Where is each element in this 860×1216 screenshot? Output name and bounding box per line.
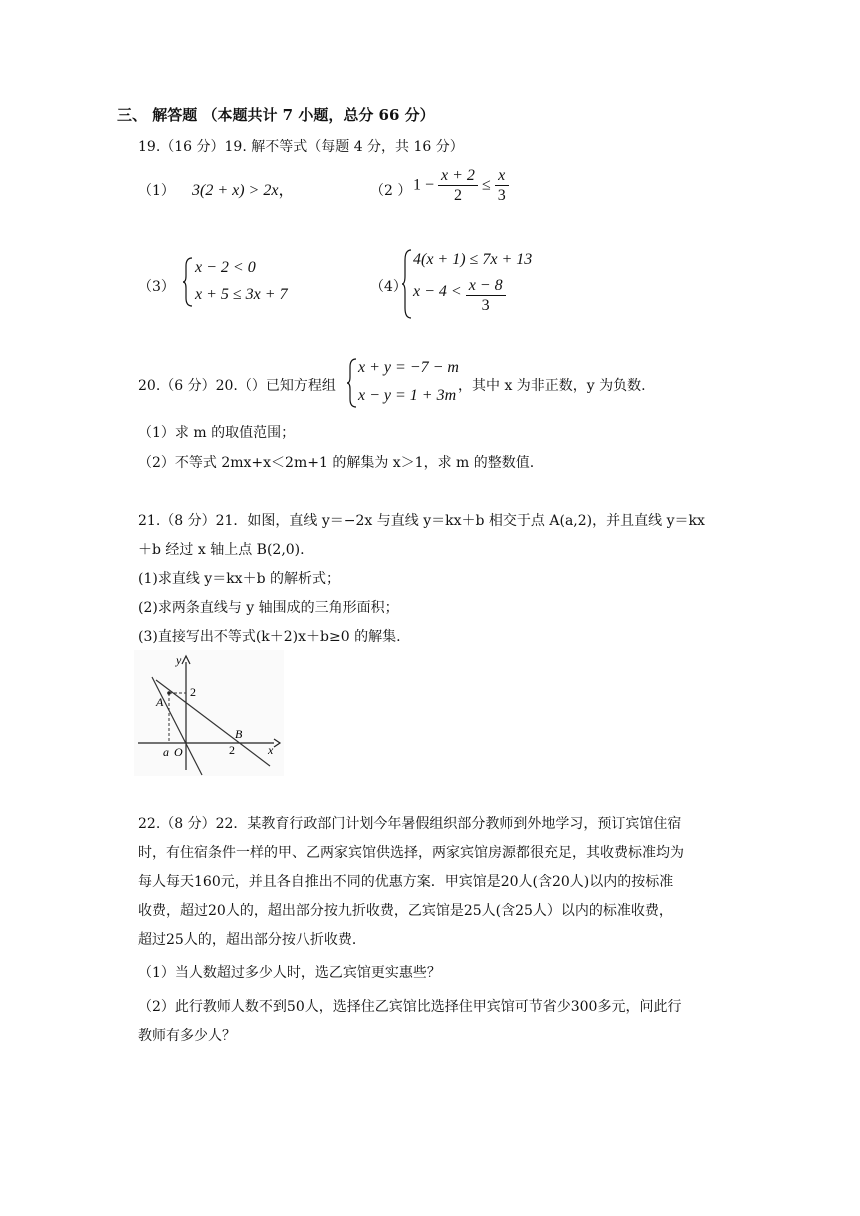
q19-part2-label: （2 ）	[370, 183, 412, 199]
label-O: O	[174, 745, 183, 759]
q22-line1: 22.（8 分）22．某教育行政部门计划今年暑假组织部分教师到外地学习，预订宾馆住宿	[138, 816, 682, 832]
q20-lead: 20.（6 分）20.（）已知方程组	[138, 378, 336, 394]
brace-icon	[401, 248, 413, 320]
q19-part1-label: （1）	[138, 183, 175, 199]
q21-sub2: (2)求两条直线与 y 轴围成的三角形面积；	[138, 600, 399, 616]
q22-line2: 时，有住宿条件一样的甲、乙两家宾馆供选择，两家宾馆房源都很充足，其收费标准均为	[138, 845, 684, 861]
q21-line2: ＋b 经过 x 轴上点 B(2,0).	[138, 542, 305, 558]
q20-sub1: （1）求 m 的取值范围；	[138, 425, 296, 441]
q20-system-line1: x + y = −7 − m	[358, 359, 459, 376]
label-y: y	[176, 653, 182, 667]
label-A: A	[156, 695, 164, 709]
q21-sub3: (3)直接写出不等式(k＋2)x＋b≥0 的解集.	[138, 629, 401, 645]
q19-part3-line2: x + 5 ≤ 3x + 7	[195, 286, 288, 303]
q20-tail: ，其中 x 为非正数，y 为负数.	[458, 378, 646, 394]
label-B: B	[235, 727, 243, 741]
q19-part4-line2: x − 4 < $\frac{x - 8}{3}$	[413, 276, 506, 315]
q21-figure	[134, 650, 284, 776]
q20-system-line2: x − y = 1 + 3m	[358, 387, 457, 404]
q19-part4-line1: 4(x + 1) ≤ 7x + 13	[413, 251, 533, 268]
section-title: 三、 解答题 （本题共计 7 小题，总分 66 分）	[117, 106, 435, 124]
label-2-y: 2	[190, 685, 196, 699]
q22-sub3: 教师有多少人？	[138, 1028, 236, 1044]
brace-icon	[182, 256, 194, 308]
q22-line5: 超过25人的，超出部分按八折收费．	[138, 932, 366, 948]
q19-part3-label: （3）	[138, 279, 175, 295]
q21-line1: 21.（8 分）21．如图，直线 y＝−2x 与直线 y＝kx＋b 相交于点 A(a,2)，并且直线 y＝kx	[138, 513, 705, 529]
q22-sub2: （2）此行教师人数不到50人，选择住乙宾馆比选择住甲宾馆可节省少300多元，问此行	[138, 999, 682, 1015]
label-x: x	[268, 743, 274, 757]
q20-sub2: （2）不等式 2mx+x＜2m+1 的解集为 x＞1，求 m 的整数值.	[138, 455, 535, 471]
q19-part1-expr: 3(2 + x) > 2x，	[192, 182, 295, 199]
q19-header: 19.（16 分）19. 解不等式（每题 4 分，共 16 分）	[138, 139, 464, 155]
q19-part3-line1: x − 2 < 0	[195, 259, 256, 276]
q21-sub1: (1)求直线 y＝kx＋b 的解析式；	[138, 571, 340, 587]
q22-line4: 收费，超过20人的，超出部分按九折收费，乙宾馆是25人(含25人）以内的标准收费，	[138, 903, 673, 919]
q19-part2-expr: 1 − $\frac{x + 2}{2}$ ≤ $\frac{x}{3}$	[413, 166, 509, 205]
q22-line3: 每人每天160元，并且各自推出不同的优惠方案．甲宾馆是20人(含20人)以内的按标准	[138, 874, 674, 890]
label-2-x: 2	[229, 743, 235, 757]
q22-sub1: （1）当人数超过多少人时，选乙宾馆更实惠些？	[138, 965, 441, 981]
brace-icon	[346, 357, 358, 409]
q19-part4-label: （4）	[370, 279, 407, 295]
label-a: a	[163, 745, 169, 759]
